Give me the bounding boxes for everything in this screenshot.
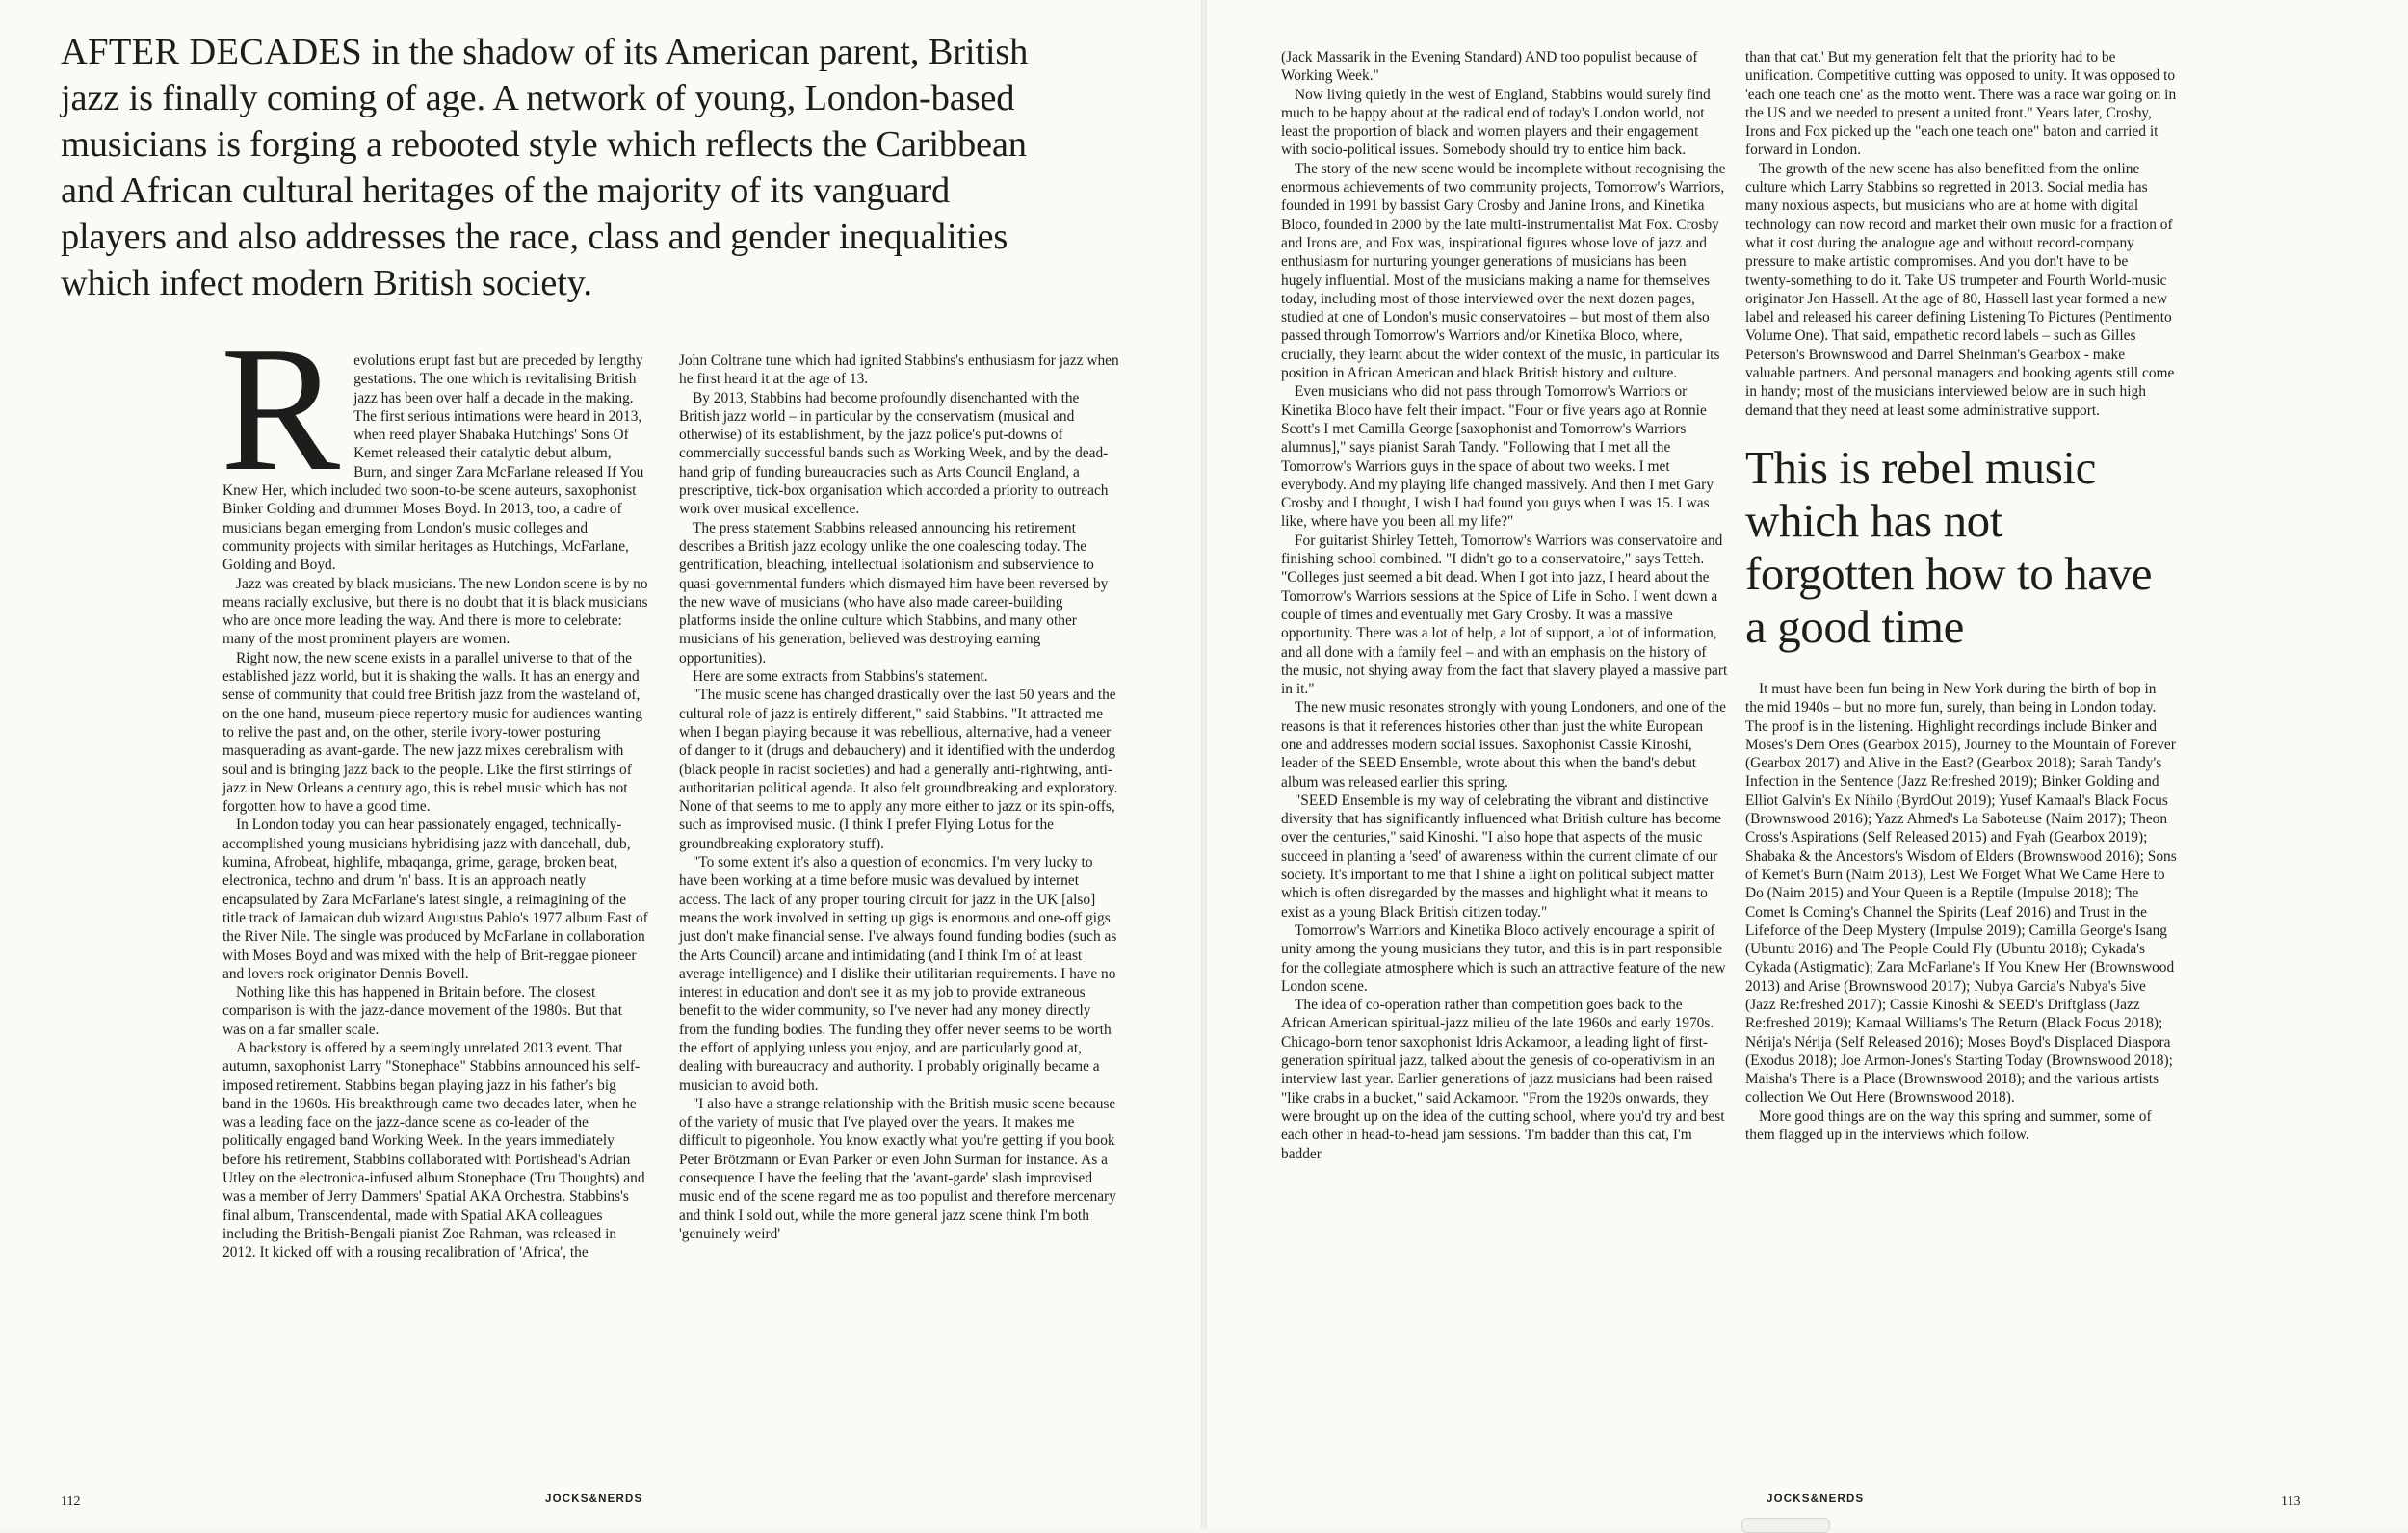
intro-lead-caps: AFTER DECADES <box>61 32 362 72</box>
magazine-brand-left: JOCKS&NERDS <box>545 1494 643 1505</box>
paragraph: "The music scene has changed drastically over the last 50 years and the cultural role of jazz is entirely different," said Stabbins. "It attracted me when I began playing because it was rebellious, alternative, had a veneer of danger to it (drugs and debauchery) and it identified with the underdog (black people in racist societies) and had a generally anti-rightwing, anti-authoritarian political agenda. It also felt groundbreaking and exploratory. None of that seems to me to apply any more either to jazz or its spin-offs, such as improvised music. (I think I prefer Flying Lotus for the groundbreaking exploratory stuff). <box>679 687 1118 852</box>
paragraph: Nothing like this has happened in Britain before. The closest comparison is with the jazz-dance movement of the 1980s. But that was on a far smaller scale. <box>222 984 623 1038</box>
article-column-3 <box>1281 48 1728 1163</box>
paragraph: John Coltrane tune which had ignited Stabbins's enthusiasm for jazz when he first heard it at the age of 13. <box>679 352 1119 388</box>
paragraph: In London today you can hear passionately engaged, technically-accomplished young musicians hybridising jazz with dancehall, dub, kumina, Afrobeat, highlife, mbaqanga, grime, garage, broken beat, electronica, techno and drum 'n' bass. It is an approach neatly encapsulated by Zara McFarlane's latest single, a reimagining of the title track of Jamaican dub wizard Augustus Pablo's 1977 album East of the River Nile. The single was produced by McFarlane in collaboration with Moses Boyd and was mixed with the help of Brit-reggae pioneer and lovers rock originator Dennis Bovell. <box>222 817 648 982</box>
paragraph: Here are some extracts from Stabbins's statement. <box>693 668 988 686</box>
paragraph: It must have been fun being in New York during the birth of bop in the mid 1940s – but no more fun, surely, than being in London today. The proof is in the listening. Highlight recordings include Binker and Moses's Dem Ones (Gearbox 2015), Journey to the Mountain of Forever (Gearbox 2017) and Alive in the East? (Gearbox 2018); Sarah Tandy's Infection in the Sentence (Jazz Re:freshed 2019); Binker Golding and Elliot Galvin's Ex Nihilo (ByrdOut 2019); Yusef Kamaal's Black Focus (Brownswood 2016); Yazz Ahmed's La Saboteuse (Naim 2017); Theon Cross's Aspirations (Self Released 2015) and Fyah (Gearbox 2019); Shabaka & the Ancestors's Wisdom of Elders (Brownswood 2016); Sons of Kemet's Burn (Naim 2013), Lest We Forget What We Came Here to Do (Naim 2015) and Your Queen is a Reptile (Impulse 2018); The Comet Is Coming's Channel the Spirits (Leaf 2016) and Trust in the Lifeforce of the Deep Mystery (Impulse 2019); Camilla George's Isang (Ubuntu 2016) and The People Could Fly (Ubuntu 2018); Cykada's Cykada (Astigmatic); Zara McFarlane's If You Knew Her (Brownswood 2013) and Arise (Brownswood 2017); Nubya Garcia's Nubya's 5ive (Jazz Re:freshed 2017); Cassie Kinoshi & SEED's Driftglass (Jazz Re:freshed 2019); Kamaal Williams's The Return (Black Focus 2018); Nérija's Nérija (Self Released 2016); Moses Boyd's Displaced Diaspora (Exodus 2018); Joe Armon-Jones's Starting Today (Brownswood 2018); Maisha's There is a Place (Brownswood 2018); and the various artists collection We Out Here (Brownswood 2018). <box>1745 680 2177 1106</box>
paragraph: More good things are on the way this spring and summer, some of them flagged up in the interviews which follow. <box>1745 1107 2152 1144</box>
paragraph: "To some extent it's also a question of economics. I'm very lucky to have been working at a time before music was devalued by internet access. The lack of any proper touring circuit for jazz in the UK [also] means the work involved in setting up gigs is enormous and one-off gigs just don't make financial sense. I've always found funding bodies (such as the Arts Council) arcane and intimidating (and I think I'm of at least average intelligence) and I dislike their utilitarian requirements. I have no interest in education and don't see it as my job to provide extraneous benefit to the wider community, so I've never had any money directly from the funding bodies. The funding they offer never seems to be worth the effort of applying unless you enjoy, and are particularly good at, dealing with bureaucracy and authority. I probably originally became a musician to avoid both. <box>679 854 1117 1094</box>
paragraph: Now living quietly in the west of England, Stabbins would surely find much to be happy about at the radical end of today's London world, not least the proportion of black and women players and their engagement with socio-political issues. Somebody should try to entice him back. <box>1281 86 1711 159</box>
paragraph: "I also have a strange relationship with the British music scene because of the variety of music that I've played over the years. It makes me difficult to pigeonhole. You know exactly what you're getting if you book Peter Brötzmann or Evan Parker or even John Surman for instance. As a consequence I have the feeling that the 'avant-garde' slash improvised music end of the scene regard me as too populist and therefore mercenary and think I sold out, while the more general jazz scene think I'm both 'genuinely weird' <box>679 1095 1116 1242</box>
paragraph: than that cat.' But my generation felt that the priority had to be unification. Competitive cutting was opposed to unity. It was opposed to 'each one teach one' as the motto went. There was a race war going on in the US and we needed to present a united front." Years later, Crosby, Irons and Fox picked up the "each one teach one" baton and carried it forward in London. <box>1745 49 2177 159</box>
article-column-2 <box>679 351 1122 1243</box>
paragraph: "SEED Ensemble is my way of celebrating the vibrant and distinctive diversity that has significantly influenced what British culture has become over the centuries," said Kinoshi. "I also hope that aspects of the music succeed in planting a 'seed' of awareness within the current climate of our society. It's important to me that I shine a light on political subject matter which is often disregarded by the masses and highlight what it means to exist as a young Black British citizen today." <box>1281 792 1721 921</box>
paragraph: The story of the new scene would be incomplete without recognising the enormous achievements of two community projects, Tomorrow's Warriors, founded in 1991 by bassist Gary Crosby and Janine Irons, and Kinetika Bloco, founded in 2000 by the late multi-instrumentalist Mat Fox. Crosby and Irons are, and Fox was, inspirational figures whose love of jazz and enthusiasm for nurturing younger generations of musicians has been hugely influential. Most of the musicians making a name for themselves today, including most of those interviewed over the next dozen pages, studied at one of London's music conservatoires – but most of them also passed through Tomorrow's Warriors and/or Kinetika Bloco, where, crucially, they learnt about the wider context of the music, in particular its position in African American and black British history and culture. <box>1281 160 1726 382</box>
page-gutter <box>1201 0 1207 1528</box>
paragraph: (Jack Massarik in the Evening Standard) AND too populist because of Working Week." <box>1281 49 1698 85</box>
paragraph: The press statement Stabbins released announcing his retirement describes a British jazz ecology unlike the one coalescing today. The gentrification, bleaching, intellectual isolationism and subservience to quasi-governmental funders which dismayed him have been reversed by the new wave of musicians (who have also made career-building platforms inside the online culture which Stabbins, and many other musicians of his generation, believed was destroying earning opportunities). <box>679 519 1109 666</box>
drop-cap: R <box>221 310 341 508</box>
paragraph: Right now, the new scene exists in a parallel universe to that of the established jazz world, but it is shaking the walls. It has an energy and sense of community that could free British jazz from the wasteland of, on the one hand, museum-piece repertory music for audiences wanting to relive the past and, on the other, sterile ivory-tower posturing masquerading as avant-garde. The new jazz mixes cerebralism with soul and is bringing jazz back to the people. Like the first stirrings of jazz in New Orleans a century ago, this is rebel music which has not forgotten how to have a good time. <box>222 649 642 816</box>
paragraph: A backstory is offered by a seemingly unrelated 2013 event. That autumn, saxophonist Larry "Stonephace" Stabbins announced his self-imposed retirement. Stabbins began playing jazz in his father's big band in the 1960s. His breakthrough came two decades later, when he was a leading face on the jazz-dance scene as co-leader of the politically engaged band Working Week. In the years immediately before his retirement, Stabbins collaborated with Portishead's Adrian Utley on the electronica-infused album Stonephace (Tru Thoughts) and was a member of Jerry Dammers' Spatial AKA Orchestra. Stabbins's final album, Transcendental, made with Spatial AKA colleagues including the British-Bengali pianist Zoe Rahman, was released in 2012. It kicked off with a rousing recalibration of 'Africa', the <box>222 1039 645 1261</box>
paragraph: For guitarist Shirley Tetteh, Tomorrow's Warriors was conservatoire and finishing school combined. "I didn't go to a conservatoire," says Tetteh. "Colleges just seemed a bit dead. When I got into jazz, I heard about the Tomorrow's Warriors sessions at the Spice of Life in Soho. I went down a couple of times and eventually met Gary Crosby. It was a massive opportunity. There was a lot of help, a lot of support, a lot of information, and all done with a family feel – and with an emphasis on the history of the music, not shying away from the fact that slavery played a massive part in it." <box>1281 532 1728 698</box>
article-column-4 <box>1745 48 2177 1144</box>
pull-quote: This is rebel music which has not forgotten how to have a good time <box>1745 440 2153 653</box>
paragraph-opening <box>221 310 648 575</box>
page-number-right: 113 <box>2281 1494 2301 1509</box>
paragraph: Tomorrow's Warriors and Kinetika Bloco actively encourage a spirit of unity among the young musicians they tutor, and this is in part responsible for the collegiate atmosphere which is such an attractive feature of the new London scene. <box>1281 922 1726 995</box>
magazine-brand-right: JOCKS&NERDS <box>1767 1494 1865 1505</box>
paragraph: The new music resonates strongly with young Londoners, and one of the reasons is that it references histories other than just the white European one and addresses modern social issues. Saxophonist Cassie Kinoshi, leader of the SEED Ensemble, wrote about this when the band's debut album was released earlier this spring. <box>1281 699 1726 791</box>
page-number-left: 112 <box>61 1494 81 1509</box>
page-scroll-handle[interactable] <box>1741 1518 1830 1533</box>
paragraph: The idea of co-operation rather than competition goes back to the African American spiritual-jazz milieu of the late 1960s and early 1970s. Chicago-born tenor saxophonist Idris Ackamoor, a leading light of first-generation spiritual jazz, talked about the genesis of co-operativism in an interview last year. Earlier generations of jazz musicians had been raised "like crabs in a bucket," said Ackamoor. "From the 1920s onwards, they were brought up on the idea of the cutting school, where you'd try and best each other in head-to-head jam sessions. 'I'm badder than this cat, I'm badder <box>1281 997 1725 1162</box>
paragraph: By 2013, Stabbins had become profoundly disenchanted with the British jazz world – in particular by the conservatism (musical and otherwise) of its establishment, by the jazz police's put-downs of commercially successful bands such as Working Week, and by the dead-hand grip of funding bureaucracies such as Arts Council England, a prescriptive, tick-box organisation which accorded a priority to outreach work over musical excellence. <box>679 389 1109 518</box>
intro-text: in the shadow of its American parent, British jazz is finally coming of age. A network of young, London-based musicians is forging a rebooted style which reflects the Caribbean and African cultural heritages of the majority of its vanguard players and also addresses the race, class and gender inequalities which infect modern British society. <box>61 32 1029 303</box>
paragraph-text: evolutions erupt fast but are preceded by lengthy gestations. The one which is revitalising British jazz has been over half a decade in the making. The first serious intimations were heard in 2013, when reed player Shabaka Hutchings' Sons Of Kemet released their catalytic debut album, Burn, and singer Zara McFarlane released If You Knew Her, which included two soon-to-be scene auteurs, saxophonist Binker Golding and drummer Moses Boyd. In 2013, too, a cadre of musicians began emerging from London's music colleges and community projects with similar heritages as Hutchings, McFarlane, Golding and Boyd. <box>222 352 644 574</box>
article-column-1 <box>221 310 648 1262</box>
paragraph: Jazz was created by black musicians. The new London scene is by no means racially exclusive, but there is no doubt that it is black musicians who are once more leading the way. And there is more to celebrate: many of the most prominent players are women. <box>222 575 648 648</box>
intro-standfirst <box>61 29 1034 306</box>
paragraph: The growth of the new scene has also benefitted from the online culture which Larry Stabbins so regretted in 2013. Social media has many noxious aspects, but musicians who are at home with digital technology can now record and market their own music for a fraction of what it cost during the analogue age and without record-company pressure to make artistic compromises. And you don't have to be twenty-something to do it. Take US trumpeter and Fourth World-music originator Jon Hassell. At the age of 80, Hassell last year formed a new label and released his career defining Listening To Pictures (Pentimento Volume One). That said, empathetic record labels – such as Gilles Peterson's Brownswood and Darrel Sheinman's Gearbox - make valuable partners. And personal managers and booking agents still come in handy; most of the musicians interviewed below are in such high demand that they need at least some administrative support. <box>1745 160 2175 419</box>
paragraph: Even musicians who did not pass through Tomorrow's Warriors or Kinetika Bloco have felt their impact. "Four or five years ago at Ronnie Scott's I met Camilla George [saxophonist and Tomorrow's Warriors alumnus]," says pianist Sarah Tandy. "Following that I met all the Tomorrow's Warriors guys in the space of about two weeks. I met everybody. And my playing life changed massively. And then I met Gary Crosby and I thought, I wish I had found you guys when I was 15. I was like, where have you been all my life?" <box>1281 383 1714 531</box>
